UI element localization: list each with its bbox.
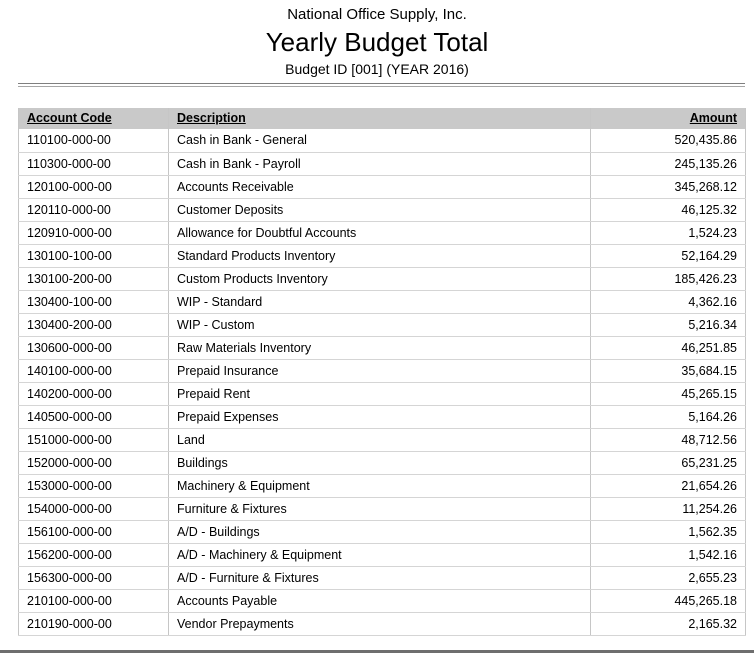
- description-cell: Custom Products Inventory: [169, 267, 591, 290]
- amount-cell: 52,164.29: [591, 244, 746, 267]
- table-row: [19, 359, 746, 382]
- table-row: [19, 129, 746, 152]
- description-cell: WIP - Custom: [169, 313, 591, 336]
- table-row: [19, 543, 746, 566]
- table-row: [19, 267, 746, 290]
- amount-cell: 345,268.12: [591, 175, 746, 198]
- table-row: [19, 313, 746, 336]
- account-code-cell: 130400-200-00: [19, 313, 169, 336]
- account-code-cell: 130400-100-00: [19, 290, 169, 313]
- amount-cell: 2,655.23: [591, 566, 746, 589]
- amount-cell: 1,524.23: [591, 221, 746, 244]
- account-code-cell: 120110-000-00: [19, 198, 169, 221]
- amount-cell: 520,435.86: [591, 129, 746, 152]
- table-row: [19, 474, 746, 497]
- company-name: National Office Supply, Inc.: [287, 6, 467, 23]
- description-cell: Cash in Bank - General: [169, 129, 591, 152]
- budget-table-header: [19, 108, 746, 129]
- amount-cell: 5,164.26: [591, 405, 746, 428]
- table-row: [19, 290, 746, 313]
- description-cell: A/D - Machinery & Equipment: [169, 543, 591, 566]
- account-code-cell: 120910-000-00: [19, 221, 169, 244]
- description-cell: Furniture & Fixtures: [169, 497, 591, 520]
- description-cell: Raw Materials Inventory: [169, 336, 591, 359]
- amount-cell: 1,542.16: [591, 543, 746, 566]
- page-title: Yearly Budget Total: [265, 27, 489, 57]
- amount-cell: 445,265.18: [591, 589, 746, 612]
- amount-cell: 21,654.26: [591, 474, 746, 497]
- table-row: [19, 336, 746, 359]
- table-row: [19, 175, 746, 198]
- account-code-cell: 210100-000-00: [19, 589, 169, 612]
- amount-cell: 5,216.34: [591, 313, 746, 336]
- table-row: [19, 428, 746, 451]
- header-row: [19, 108, 746, 129]
- amount-cell: 46,125.32: [591, 198, 746, 221]
- account-code-cell: 140100-000-00: [19, 359, 169, 382]
- table-row: [19, 198, 746, 221]
- account-code-cell: 110300-000-00: [19, 152, 169, 175]
- account-code-cell: 110100-000-00: [19, 129, 169, 152]
- table-row: [19, 451, 746, 474]
- description-cell: Prepaid Expenses: [169, 405, 591, 428]
- budget-table: [18, 108, 746, 636]
- account-code-cell: 156200-000-00: [19, 543, 169, 566]
- description-cell: WIP - Standard: [169, 290, 591, 313]
- account-code-cell: 156300-000-00: [19, 566, 169, 589]
- table-row: [19, 221, 746, 244]
- column-header-amount: Amount: [591, 108, 746, 129]
- amount-cell: 1,562.35: [591, 520, 746, 543]
- table-row: [19, 152, 746, 175]
- amount-cell: 2,165.32: [591, 612, 746, 635]
- amount-cell: 245,135.26: [591, 152, 746, 175]
- account-code-cell: 140500-000-00: [19, 405, 169, 428]
- amount-cell: 185,426.23: [591, 267, 746, 290]
- report-subtitle: Budget ID [001] (YEAR 2016): [285, 61, 469, 77]
- description-cell: Accounts Receivable: [169, 175, 591, 198]
- description-cell: Prepaid Rent: [169, 382, 591, 405]
- table-row: [19, 244, 746, 267]
- table-row: [19, 520, 746, 543]
- amount-cell: 48,712.56: [591, 428, 746, 451]
- account-code-cell: 152000-000-00: [19, 451, 169, 474]
- account-code-cell: 130100-200-00: [19, 267, 169, 290]
- account-code-cell: 210190-000-00: [19, 612, 169, 635]
- amount-cell: 65,231.25: [591, 451, 746, 474]
- description-cell: A/D - Furniture & Fixtures: [169, 566, 591, 589]
- description-cell: Machinery & Equipment: [169, 474, 591, 497]
- report-header: [0, 0, 754, 78]
- account-code-cell: 153000-000-00: [19, 474, 169, 497]
- description-cell: Accounts Payable: [169, 589, 591, 612]
- budget-table-body: [19, 129, 746, 635]
- account-code-cell: 140200-000-00: [19, 382, 169, 405]
- amount-cell: 35,684.15: [591, 359, 746, 382]
- column-header-description: Description: [169, 108, 591, 129]
- description-cell: Land: [169, 428, 591, 451]
- account-code-cell: 156100-000-00: [19, 520, 169, 543]
- header-divider-rule: [18, 83, 745, 87]
- amount-cell: 4,362.16: [591, 290, 746, 313]
- description-cell: Customer Deposits: [169, 198, 591, 221]
- description-cell: Prepaid Insurance: [169, 359, 591, 382]
- account-code-cell: 120100-000-00: [19, 175, 169, 198]
- table-row: [19, 589, 746, 612]
- table-row: [19, 382, 746, 405]
- table-row: [19, 612, 746, 635]
- table-row: [19, 566, 746, 589]
- description-cell: Buildings: [169, 451, 591, 474]
- description-cell: Allowance for Doubtful Accounts: [169, 221, 591, 244]
- amount-cell: 11,254.26: [591, 497, 746, 520]
- table-row: [19, 405, 746, 428]
- account-code-cell: 151000-000-00: [19, 428, 169, 451]
- account-code-cell: 130100-100-00: [19, 244, 169, 267]
- column-header-account-code: Account Code: [19, 108, 169, 129]
- amount-cell: 45,265.15: [591, 382, 746, 405]
- table-row: [19, 497, 746, 520]
- description-cell: A/D - Buildings: [169, 520, 591, 543]
- description-cell: Vendor Prepayments: [169, 612, 591, 635]
- description-cell: Standard Products Inventory: [169, 244, 591, 267]
- account-code-cell: 154000-000-00: [19, 497, 169, 520]
- amount-cell: 46,251.85: [591, 336, 746, 359]
- account-code-cell: 130600-000-00: [19, 336, 169, 359]
- description-cell: Cash in Bank - Payroll: [169, 152, 591, 175]
